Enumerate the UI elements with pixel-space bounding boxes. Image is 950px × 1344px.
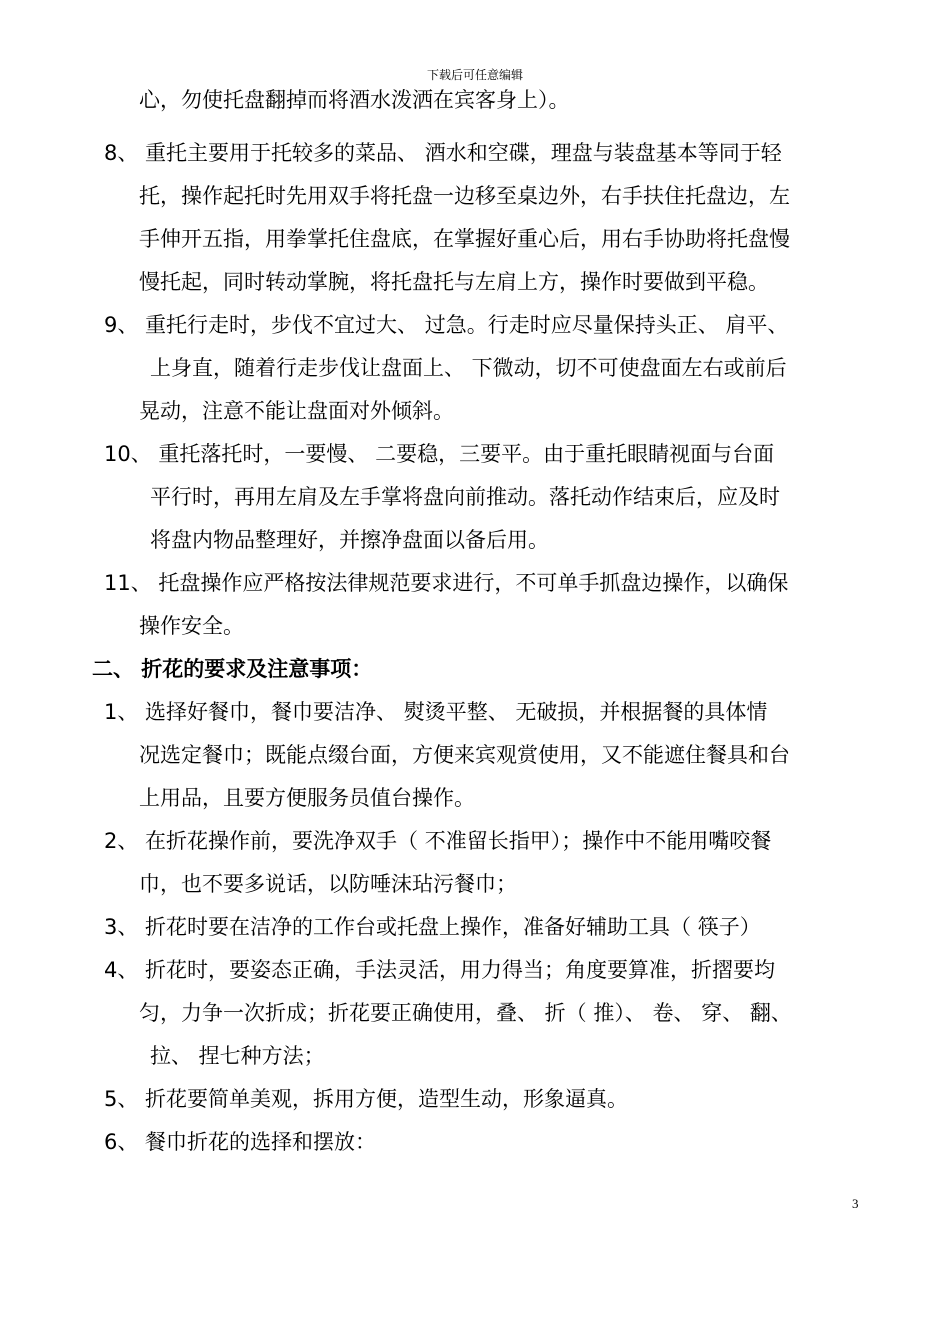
text-line: 巾，也不要多说话，以防唾沫玷污餐巾； — [139, 872, 517, 896]
text-line: 况选定餐巾；既能点缀台面，方便来宾观赏使用，又不能遮住餐具和台 — [139, 743, 790, 767]
text-line: 手伸开五指，用拳掌托住盘底，在掌握好重心后，用右手协助将托盘慢 — [139, 227, 790, 251]
text-line: 慢托起，同时转动掌腕，将托盘托与左肩上方，操作时要做到平稳。 — [139, 270, 769, 294]
text-line: 将盘内物品整理好，并擦净盘面以备后用。 — [150, 528, 549, 552]
text-line: 9、 重托行走时，步伐不宜过大、 过急。行走时应尽量保持头正、 肩平、 — [104, 313, 789, 337]
text-line: 匀，力争一次折成；折花要正确使用，叠、 折（ 推）、 卷、 穿、 翻、 — [139, 1001, 792, 1025]
text-line: 上用品，且要方便服务员值台操作。 — [139, 786, 475, 810]
text-line: 晃动，注意不能让盘面对外倾斜。 — [139, 399, 454, 423]
page-number: 3 — [852, 1196, 859, 1211]
text-line: 3、 折花时要在洁净的工作台或托盘上操作，准备好辅助工具（ 筷子） — [104, 915, 761, 939]
text-line: 操作安全。 — [139, 614, 244, 638]
text-line: 托，操作起托时先用双手将托盘一边移至桌边外，右手扶住托盘边，左 — [139, 184, 790, 208]
text-line: 11、 托盘操作应严格按法律规范要求进行，不可单手抓盘边操作，以确保 — [104, 571, 789, 595]
text-line: 心，勿使托盘翻掉而将酒水泼洒在宾客身上）。 — [139, 88, 570, 112]
text-line: 10、 重托落托时，一要慢、 二要稳，三要平。由于重托眼睛视面与台面 — [104, 442, 775, 466]
text-line: 4、 折花时，要姿态正确，手法灵活，用力得当；角度要算准，折摺要均 — [104, 958, 776, 982]
section-heading: 二、 折花的要求及注意事项： — [92, 657, 373, 681]
text-line: 6、 餐巾折花的选择和摆放： — [104, 1130, 377, 1154]
text-line: 拉、 捏七种方法； — [150, 1044, 325, 1068]
text-line: 平行时，再用左肩及左手掌将盘向前推动。落托动作结束后，应及时 — [150, 485, 780, 509]
text-line: 1、 选择好餐巾，餐巾要洁净、 熨烫平整、 无破损，并根据餐的具体情 — [104, 700, 768, 724]
text-line: 8、 重托主要用于托较多的菜品、 酒水和空碟，理盘与装盘基本等同于轻 — [104, 141, 782, 165]
text-line: 上身直，随着行走步伐让盘面上、 下微动，切不可使盘面左右或前后 — [150, 356, 787, 380]
text-line: 5、 折花要简单美观，拆用方便，造型生动，形象逼真。 — [104, 1087, 629, 1111]
text-line: 2、 在折花操作前，要洗净双手（ 不准留长指甲）；操作中不能用嘴咬餐 — [104, 829, 772, 853]
header-note: 下载后可任意编辑 — [426, 68, 523, 82]
